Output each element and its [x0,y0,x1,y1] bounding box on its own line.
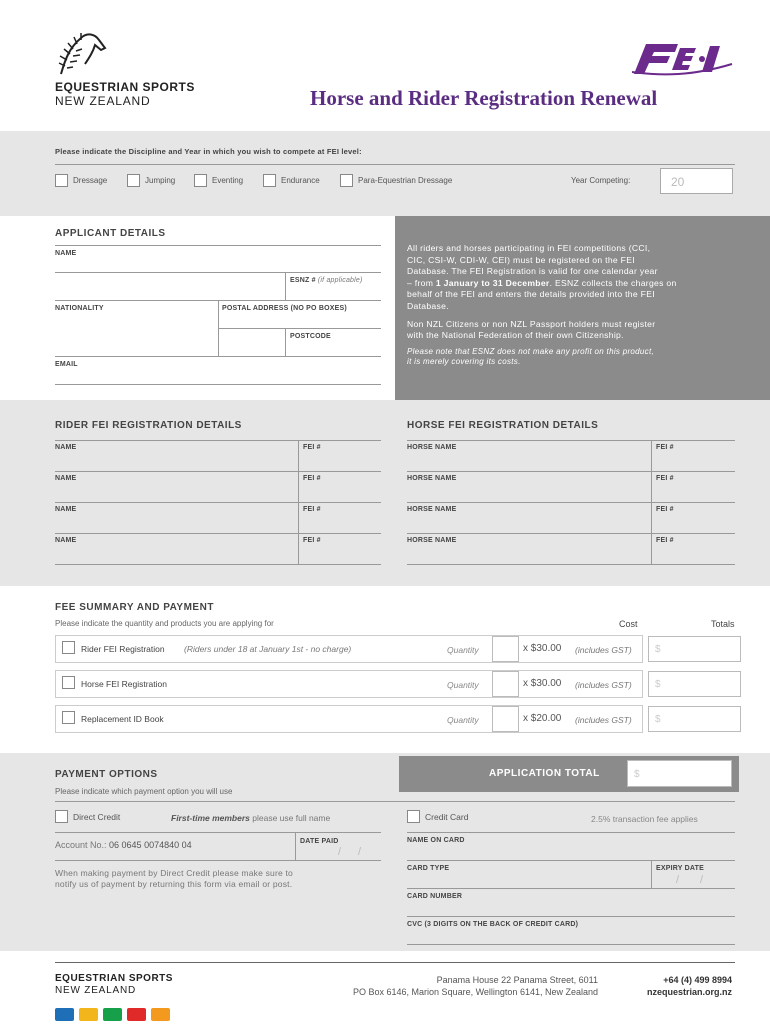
divider [55,164,735,165]
footer-phone: +64 (4) 499 8994 [663,975,732,985]
nationality-field[interactable] [55,356,381,357]
fee-item-price: x $30.00 [523,643,562,654]
card-type-field[interactable] [407,888,735,889]
expiry-slash-2: / [700,874,704,886]
payment-sub: Please indicate which payment option you will use [55,787,233,796]
fei-logo [632,42,736,78]
horse-name-label: HORSE NAME [407,506,457,513]
year-input[interactable] [660,168,733,194]
footer-org-line2: NEW ZEALAND [55,985,137,996]
rider-fei-label: FEI # [303,506,321,513]
direct-credit-label: Direct Credit [73,812,121,822]
date-slash-1: / [338,846,342,858]
postal-field[interactable] [218,328,381,329]
horse-name-label: HORSE NAME [407,475,457,482]
divider [651,860,652,888]
option-para-dressage: Para-Equestrian Dressage [358,176,453,185]
totals-label: Totals [711,619,735,629]
divider [407,533,735,534]
fee-item-label: Horse FEI Registration [81,679,167,689]
brand-color-square [79,1008,98,1021]
footer-address-1: Panama House 22 Panama Street, 6011 [436,975,598,985]
first-time-note [171,813,330,823]
checkbox-para-dressage[interactable] [340,174,353,187]
rider-name-label: NAME [55,506,77,513]
esnz-label [290,277,363,284]
divider [298,502,299,533]
checkbox-eventing[interactable] [194,174,207,187]
option-endurance: Endurance [281,176,320,185]
option-eventing: Eventing [212,176,244,185]
expiry-slash-1: / [676,874,680,886]
info-dates: 1 January to 31 December [435,277,550,288]
info-tail: . ESNZ collects the charges on [549,277,677,288]
name-on-card-label: NAME ON CARD [407,837,465,844]
horse-row-field[interactable] [407,564,735,565]
horse-fei-label: FEI # [656,444,674,451]
email-label: EMAIL [55,361,78,368]
divider [651,440,652,471]
checkbox-jumping[interactable] [127,174,140,187]
fern-horse-icon [55,30,109,76]
gst-label: (includes GST) [575,680,632,690]
quantity-input[interactable] [492,671,519,697]
info-panel [395,216,770,400]
total-input[interactable] [648,636,741,662]
esnz-text: ESNZ # [290,277,316,284]
org-name-line2: NEW ZEALAND [55,94,151,108]
info-line: behalf of the FEI and enters the details provided into the FEI [407,289,655,300]
card-number-label: CARD NUMBER [407,893,463,900]
checkbox-endurance[interactable] [263,174,276,187]
info-line: Database. [407,300,449,311]
brand-color-square [151,1008,170,1021]
fee-item-checkbox[interactable] [62,641,75,654]
fee-sub: Please indicate the quantity and products you are applying for [55,619,274,628]
name-on-card-field[interactable] [407,860,735,861]
rider-fei-label: FEI # [303,475,321,482]
fee-item-checkbox[interactable] [62,711,75,724]
rider-name-label: NAME [55,444,77,451]
divider [407,471,735,472]
fei-logo-icon [632,42,736,76]
fee-item-checkbox[interactable] [62,676,75,689]
divider [295,832,296,860]
quantity-label: Quantity [447,680,479,690]
fee-item-label: Rider FEI Registration [81,644,165,654]
rider-name-label: NAME [55,537,77,544]
option-jumping: Jumping [145,176,176,185]
info-line: it is merely covering its costs. [407,356,521,366]
checkbox-direct-credit[interactable] [55,810,68,823]
year-placeholder: 20 [671,175,685,189]
total-input[interactable] [648,671,741,697]
footer-org-line1: EQUESTRIAN SPORTS [55,973,173,984]
brand-color-square [127,1008,146,1021]
cvc-field[interactable] [407,944,735,945]
info-line: Non NZL Citizens or non NZL Passport holders must register [407,318,656,329]
direct-credit-note-2: notify us of payment by returning this form via email or post. [55,879,293,889]
info-line: Please note that ESNZ does not make any profit on this product, [407,346,655,356]
direct-credit-note-1: When making payment by Direct Credit please make sure to [55,868,293,878]
info-line: All riders and horses participating in FEI competitions (CCI, [407,243,651,253]
nationality-label: NATIONALITY [55,305,104,312]
applicant-heading: APPLICANT DETAILS [55,228,166,239]
horse-fei-label: FEI # [656,506,674,513]
postcode-label: POSTCODE [290,333,331,340]
divider [298,533,299,564]
esnz-note: (if applicable) [317,277,363,284]
divider [407,832,735,833]
divider [298,471,299,502]
horse-fei-label: FEI # [656,475,674,482]
fee-item-note: (Riders under 18 at January 1st - no charge) [184,644,352,654]
footer-divider [55,962,735,963]
brand-color-square [55,1008,74,1021]
footer-website[interactable]: nzequestrian.org.nz [646,987,732,997]
divider [55,245,381,246]
quantity-label: Quantity [447,645,479,655]
account-value: 06 0645 0074840 04 [109,840,192,850]
divider [285,272,286,300]
divider [407,440,735,441]
dollar-sign: $ [655,644,661,655]
divider [55,801,735,802]
date-slash-2: / [358,846,362,858]
info-line: CIC, CSI-W, CDI-W, CEI) must be registered on the FEI [407,254,635,265]
checkbox-dressage[interactable] [55,174,68,187]
org-name-line1: EQUESTRIAN SPORTS [55,80,195,94]
postal-label: POSTAL ADDRESS (NO PO BOXES) [222,305,347,312]
divider [651,471,652,502]
divider [55,440,381,441]
rider-fei-label: FEI # [303,444,321,451]
account-number [55,840,192,850]
divider [407,502,735,503]
date-paid-field[interactable] [55,860,381,861]
quantity-label: Quantity [447,715,479,725]
email-field[interactable] [55,384,381,385]
year-label: Year Competing: [571,176,631,185]
horse-name-label: HORSE NAME [407,537,457,544]
gst-label: (includes GST) [575,645,632,655]
transaction-fee-note: 2.5% transaction fee applies [591,814,698,824]
divider [285,328,286,356]
app-total-label: APPLICATION TOTAL [489,768,600,779]
quantity-input[interactable] [492,636,519,662]
dollar-sign: $ [655,714,661,725]
rider-fei-label: FEI # [303,537,321,544]
divider [55,832,381,833]
brand-color-square [103,1008,122,1021]
payment-heading: PAYMENT OPTIONS [55,769,158,780]
info-line [407,278,677,290]
dollar-sign: $ [655,679,661,690]
dollar-sign: $ [634,769,640,780]
discipline-prompt: Please indicate the Discipline and Year in which you wish to compete at FEI level: [55,147,362,156]
cost-label: Cost [619,619,638,629]
divider [651,502,652,533]
first-time-bold: First-time members [171,813,250,823]
expiry-label: EXPIRY DATE [656,865,704,872]
application-total-panel [399,756,739,792]
divider [55,533,381,534]
horse-fei-label: FEI # [656,537,674,544]
fee-item-label: Replacement ID Book [81,714,164,724]
divider [55,471,381,472]
divider [55,502,381,503]
option-dressage: Dressage [73,176,108,185]
discipline-section [0,131,770,216]
page-title: Horse and Rider Registration Renewal [310,86,658,110]
rider-name-label: NAME [55,475,77,482]
info-from: – from [407,277,436,288]
rider-heading: RIDER FEI REGISTRATION DETAILS [55,420,242,431]
fee-item-price: x $20.00 [523,713,562,724]
checkbox-credit-card[interactable] [407,810,420,823]
quantity-input[interactable] [492,706,519,732]
fee-heading: FEE SUMMARY AND PAYMENT [55,602,214,613]
esnz-logo [55,30,195,108]
gst-label: (includes GST) [575,715,632,725]
divider [298,440,299,471]
cvc-label: CVC (3 DIGITS ON THE BACK OF CREDIT CARD) [407,921,579,928]
total-input[interactable] [648,706,741,732]
divider [651,533,652,564]
info-line: Database. The FEI Registration is valid for one calendar year [407,266,658,277]
date-paid-label: DATE PAID [300,838,339,845]
account-label: Account No.: [55,840,110,850]
first-time-tail: please use full name [249,813,331,823]
app-total-input[interactable] [627,760,732,787]
rider-row-field[interactable] [55,564,381,565]
info-line: with the National Federation of their own Citizenship. [407,330,624,341]
card-number-field[interactable] [407,916,735,917]
horse-name-label: HORSE NAME [407,444,457,451]
credit-card-label: Credit Card [425,812,469,822]
footer-address-2: PO Box 6146, Marion Square, Wellington 6141, New Zealand [353,987,598,997]
card-type-label: CARD TYPE [407,865,450,872]
name-label: NAME [55,250,77,257]
fee-item-price: x $30.00 [523,678,562,689]
horse-heading: HORSE FEI REGISTRATION DETAILS [407,420,599,431]
name-field[interactable] [55,272,381,273]
